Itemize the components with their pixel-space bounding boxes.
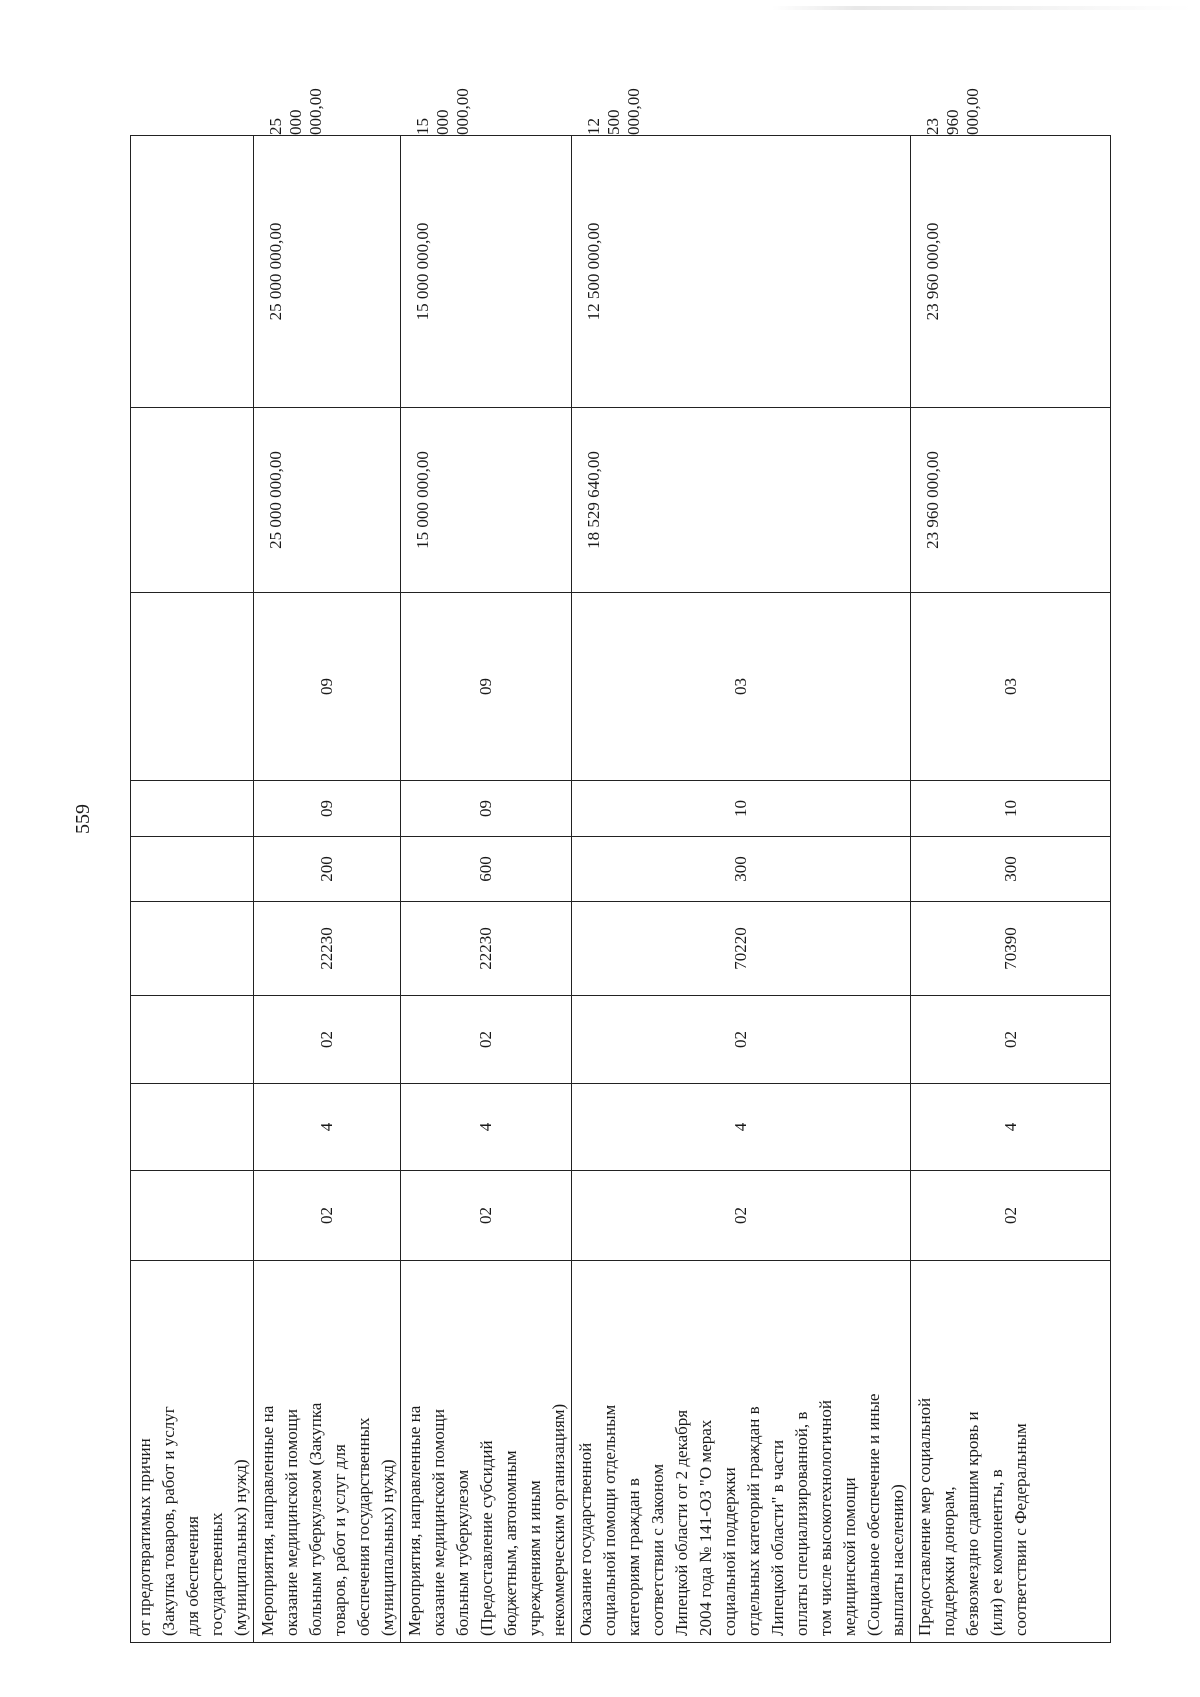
- code-cell: 4: [254, 1084, 401, 1171]
- code-cell: [131, 902, 254, 996]
- code-cell: [131, 1084, 254, 1171]
- row-description: Предоставление мер социальной поддержки донорам, безвозмездно сдавшим кровь и (или) ее компоненты, в соответствии с Федеральным: [911, 1261, 1111, 1643]
- table-row: Мероприятия, направленные на оказание медицинской помощи больным туберкулезом (Предоставление субсидий бюджетным, автономным учреждениям и иным некоммерческим организациям) 02 4 02 22230 600 09 09 15 000 000,00 15 000 000,00 15 000 000,00: [401, 136, 572, 1643]
- code-cell: 02: [572, 1171, 911, 1261]
- code-cell: 02: [401, 996, 572, 1084]
- code-cell: [131, 837, 254, 902]
- amount-cell: 18 529 640,00: [572, 408, 911, 593]
- code-cell: 300: [572, 837, 911, 902]
- table-row: Предоставление мер социальной поддержки донорам, безвозмездно сдавшим кровь и (или) ее компоненты, в соответствии с Федеральным 02 4 02 70390 300 10 03 23 960 000,00 23 960 000,00 23 960 000,00: [911, 136, 1111, 1643]
- code-cell: 10: [572, 781, 911, 837]
- code-cell: 09: [254, 781, 401, 837]
- code-cell: 02: [911, 996, 1111, 1084]
- row-description: от предотвратимых причин (Закупка товаров, работ и услуг для обеспечения государственных (муниципальных) нужд): [131, 1261, 254, 1643]
- code-cell: 09: [401, 593, 572, 781]
- code-cell: 70390: [911, 902, 1111, 996]
- code-cell: 02: [572, 996, 911, 1084]
- table-row: [131, 136, 254, 1643]
- code-cell: 300: [911, 837, 1111, 902]
- amount-cell: 15 000 000,00: [401, 136, 572, 408]
- row-description: Оказание государственной социальной помощи отдельным категориям граждан в соответствии с Законом Липецкой области от 2 декабря 2004 года № 141-ОЗ "О мерах социальной поддержки отдельных категорий граждан в Липецкой области" в части оплаты специализированной, в том числе высокотехнологичной медицинской помощи (Социальное обеспечение и иные выплаты населению): [572, 1261, 911, 1643]
- amount-cell: 25 000 000,00: [254, 408, 401, 593]
- code-cell: 02: [911, 1171, 1111, 1261]
- code-cell: 600: [401, 837, 572, 902]
- code-cell: 10: [911, 781, 1111, 837]
- code-cell: 22230: [254, 902, 401, 996]
- amount-cell: 23 960 000,00: [911, 408, 1111, 593]
- code-cell: 4: [572, 1084, 911, 1171]
- table-row: Мероприятия, направленные на оказание медицинской помощи больным туберкулезом (Закупка товаров, работ и услуг для обеспечения государственных (муниципальных) нужд) 02 4 02 22230 200 09 09 25 000 000,00 25 000 000,00 25 000 000,00: [254, 136, 401, 1643]
- row-description: Мероприятия, направленные на оказание медицинской помощи больным туберкулезом (Предоставление субсидий бюджетным, автономным учреждениям и иным некоммерческим организациям): [401, 1261, 572, 1643]
- code-cell: 03: [572, 593, 911, 781]
- code-cell: [131, 1171, 254, 1261]
- amount-cell: 12 500 000,00: [572, 136, 911, 408]
- code-cell: 200: [254, 837, 401, 902]
- amount-cell: [131, 408, 254, 593]
- code-cell: 02: [254, 1171, 401, 1261]
- budget-table: [130, 88, 1111, 1643]
- code-cell: 4: [401, 1084, 572, 1171]
- amount-cell: 25 000 000,00: [254, 136, 401, 408]
- code-cell: 09: [401, 781, 572, 837]
- code-cell: 09: [254, 593, 401, 781]
- code-cell: 70220: [572, 902, 911, 996]
- code-cell: 22230: [401, 902, 572, 996]
- code-cell: [131, 781, 254, 837]
- scan-artifact: [772, 6, 1192, 10]
- code-cell: 02: [401, 1171, 572, 1261]
- amount-cell: 23 960 000,00: [911, 136, 1111, 408]
- code-cell: 02: [254, 996, 401, 1084]
- page-number: 559: [72, 804, 94, 834]
- code-cell: [131, 593, 254, 781]
- table-row: Оказание государственной социальной помощи отдельным категориям граждан в соответствии с Законом Липецкой области от 2 декабря 2004 года № 141-ОЗ "О мерах социальной поддержки отдельных категорий граждан в Липецкой области" в части оплаты специализированной, в том числе высокотехнологичной медицинской помощи (Социальное обеспечение и иные выплаты населению) 02 4 02 70220 300 10 03 18 529 640,00 12 500 000,00 12 500 000,00: [572, 136, 911, 1643]
- amount-cell: 15 000 000,00: [401, 408, 572, 593]
- budget-table-rotated: [130, 88, 1090, 1643]
- code-cell: 4: [911, 1084, 1111, 1171]
- row-description: Мероприятия, направленные на оказание медицинской помощи больным туберкулезом (Закупка товаров, работ и услуг для обеспечения государственных (муниципальных) нужд): [254, 1261, 401, 1643]
- code-cell: [131, 996, 254, 1084]
- code-cell: 03: [911, 593, 1111, 781]
- amount-cell: [131, 136, 254, 408]
